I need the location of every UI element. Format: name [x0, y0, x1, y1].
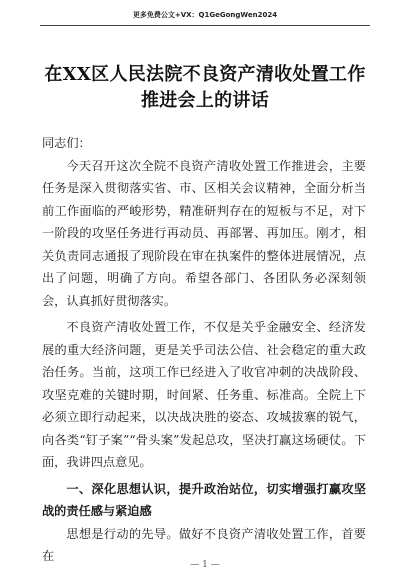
document-title: [20, 62, 390, 114]
title-line-1: 在XX区人民法院不良资产清收处置工作: [44, 64, 366, 85]
body-paragraph-2: 不良资产清收处置工作，不仅是关乎金融安全、经济发展的重大经济问题，更是关乎司法公信、社会稳定的重大政治任务。当前，这项工作已经进入了收官冲刺的决战阶段、攻坚克难的关键时期，时间紧、任务重、标准高。全院上下必须立即行动起来，以决战决胜的姿态、攻城拔寨的锐气，向各类“钉子案”“骨头案”发起总攻，坚决打赢这场硬仗。下面，我讲四点意见。: [42, 320, 366, 469]
header-note: 更多免费公文+VX：Q1GeGongWen2024: [132, 11, 278, 19]
title-line-2: 推进会上的讲话: [140, 90, 270, 111]
salutation: 同志们：: [42, 136, 91, 150]
body-paragraph-1: 今天召开这次全院不良资产清收处置工作推进会，主要任务是深入贯彻落实省、市、区相关会议精神，全面分析当前工作面临的严峻形势，精准研判存在的短板与不足，对下一阶段的攻坚任务进行再动员、再部署、再加压。刚才，相关负责同志通报了现阶段在审在执案件的整体进展情况，点出了问题，明确了方向。希望各部门、各团队务必深刻领会，认真抓好贯彻落实。: [42, 158, 366, 308]
body-paragraph-3: 思想是行动的先导。做好不良资产清收处置工作，首要在: [42, 526, 366, 563]
page-number: — 1 —: [190, 560, 220, 570]
section-heading: 一、深化思想认识，提升政治站位，切实增强打赢攻坚战的责任感与紧迫感: [42, 481, 366, 518]
header-divider: [40, 25, 370, 26]
document-body: [42, 132, 366, 568]
